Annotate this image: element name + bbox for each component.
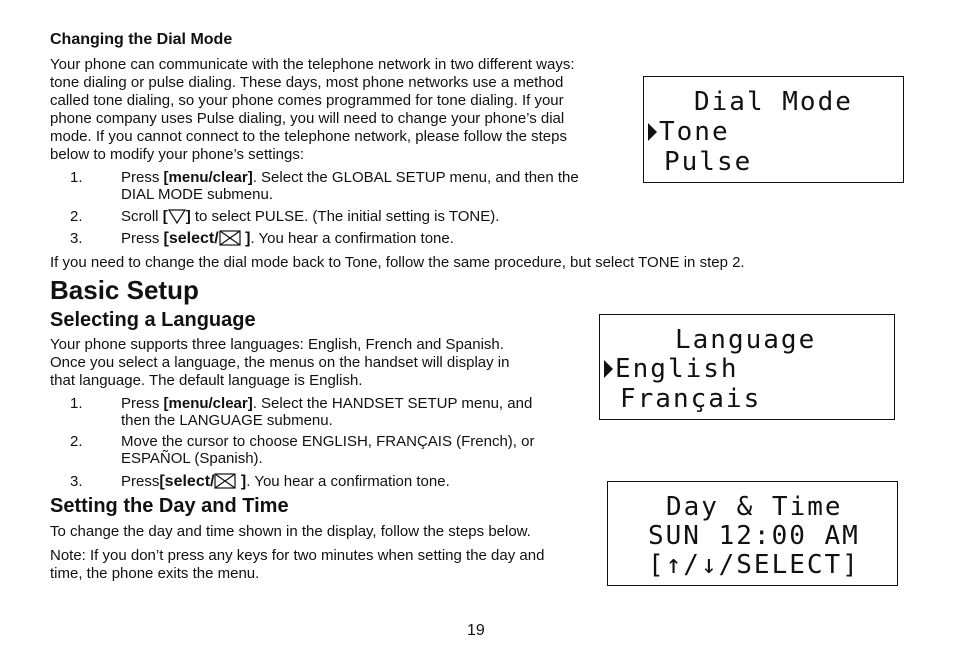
day-time-lcd xyxy=(607,481,898,586)
step-number: 2. xyxy=(70,208,83,225)
para-line: called tone dialing, so your phone comes programmed for tone dialing. If your xyxy=(50,92,564,109)
dial-step-3: 3. Press [select/ ]. You hear a confirmation tone. xyxy=(70,230,454,247)
step-number: 1. xyxy=(70,169,83,186)
step-text: . Select the GLOBAL SETUP menu, and then the xyxy=(252,169,579,186)
language-heading: Selecting a Language xyxy=(50,309,256,331)
step-text: . You hear a confirmation tone. xyxy=(246,473,450,490)
dial-step-1 xyxy=(70,169,630,203)
envelope-icon xyxy=(219,230,241,246)
lcd-item: Français xyxy=(620,384,762,414)
para-line: Once you select a language, the menus on the handset will display in xyxy=(50,354,510,371)
step-text: Press xyxy=(121,230,164,247)
language-step-1 xyxy=(70,395,590,429)
step-text: Press xyxy=(121,395,164,412)
language-step-2 xyxy=(70,433,590,467)
day-time-paragraph: To change the day and time shown in the display, follow the steps below. xyxy=(50,523,531,540)
note-line: Note: If you don’t press any keys for two minutes when setting the day and xyxy=(50,547,545,564)
step-text: . You hear a confirmation tone. xyxy=(250,230,454,247)
para-line: tone dialing or pulse dialing. These days, most phone networks use a method xyxy=(50,74,564,91)
lcd-datetime: SUN 12:00 AM xyxy=(648,521,860,551)
key-label: [select/ xyxy=(159,473,215,490)
para-line: mode. If you cannot connect to the telephone network, please follow the steps xyxy=(50,128,567,145)
language-paragraph xyxy=(50,336,590,390)
step-number: 3. xyxy=(70,230,83,247)
step-text: Press xyxy=(121,473,160,490)
note-line: time, the phone exits the menu. xyxy=(50,565,260,582)
step-text: to select PULSE. (The initial setting is TONE). xyxy=(190,208,500,225)
step-number: 1. xyxy=(70,395,83,412)
page-number: 19 xyxy=(467,622,485,639)
language-lcd xyxy=(599,314,895,420)
day-time-heading: Setting the Day and Time xyxy=(50,495,289,517)
step-number: 2. xyxy=(70,433,83,450)
envelope-icon xyxy=(214,473,236,489)
lcd-title: Day & Time xyxy=(666,492,843,522)
step-text: Press xyxy=(121,169,164,186)
key-label: [menu/clear] xyxy=(163,169,253,186)
lcd-item-selected xyxy=(648,117,730,147)
step-text: . Select the HANDSET SETUP menu, and xyxy=(252,395,533,412)
dial-step-2: 2. Scroll [ ] to select PULSE. (The initial setting is TONE). xyxy=(70,208,500,225)
dial-mode-heading: Changing the Dial Mode xyxy=(50,31,233,48)
down-triangle-icon xyxy=(168,208,186,224)
key-label: [select/ xyxy=(163,230,219,247)
dial-mode-footer: If you need to change the dial mode back to Tone, follow the same procedure, but select TONE in step 2. xyxy=(50,254,745,271)
dial-mode-paragraph xyxy=(50,56,640,164)
para-line: Your phone can communicate with the telephone network in two different ways: xyxy=(50,56,575,73)
para-line: Your phone supports three languages: English, French and Spanish. xyxy=(50,336,504,353)
basic-setup-title: Basic Setup xyxy=(50,275,199,305)
key-label: [menu/clear] xyxy=(163,395,253,412)
step-number: 3. xyxy=(70,473,83,490)
day-time-note xyxy=(50,547,605,583)
cursor-arrow-icon xyxy=(604,360,613,378)
step-text-line2: then the LANGUAGE submenu. xyxy=(121,412,333,429)
language-step-3: 3. Press[select/ ]. You hear a confirmation tone. xyxy=(70,473,450,490)
lcd-navigation-hint: [↑/↓/SELECT] xyxy=(648,550,860,580)
step-text-line2: ESPAÑOL (Spanish). xyxy=(121,450,263,467)
para-line: below to modify your phone’s settings: xyxy=(50,146,305,163)
step-text-line2: DIAL MODE submenu. xyxy=(121,186,273,203)
step-text: Move the cursor to choose ENGLISH, FRANÇAIS (French), or xyxy=(121,433,535,450)
lcd-title: Dial Mode xyxy=(694,87,853,117)
lcd-item-label: Tone xyxy=(659,117,730,147)
lcd-item-label: English xyxy=(615,354,739,384)
dial-mode-lcd xyxy=(643,76,904,183)
lcd-item-selected xyxy=(604,354,739,384)
cursor-arrow-icon xyxy=(648,123,657,141)
lcd-item: Pulse xyxy=(664,147,753,177)
para-line: that language. The default language is English. xyxy=(50,372,363,389)
step-text: Scroll xyxy=(121,208,163,225)
para-line: phone company uses Pulse dialing, you will need to change your phone’s dial xyxy=(50,110,565,127)
lcd-title: Language xyxy=(675,325,817,355)
